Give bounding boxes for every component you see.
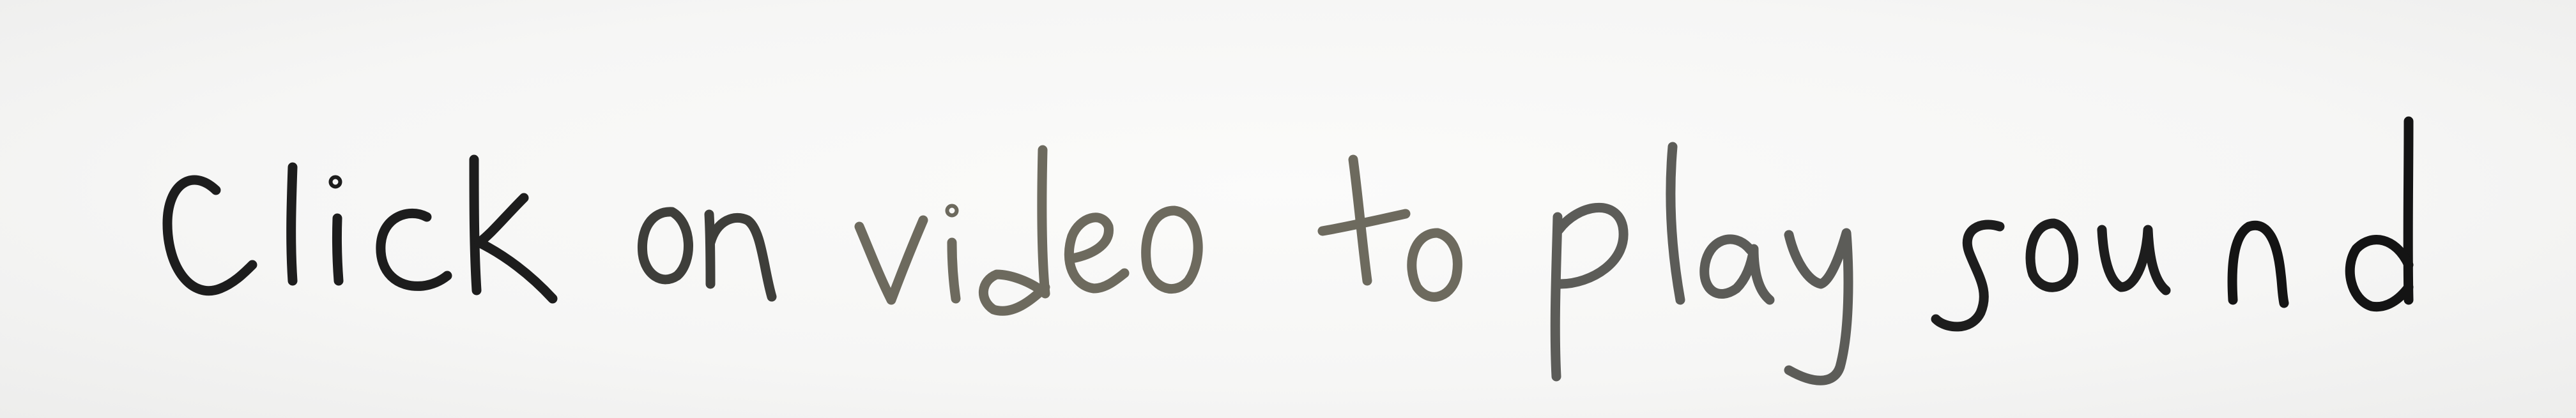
- word-to: [1322, 160, 1457, 297]
- word-video: [859, 150, 1198, 311]
- word-click: [167, 160, 553, 299]
- word-on: [642, 212, 772, 297]
- word-play: [1555, 147, 1848, 380]
- word-sound-end: [2232, 121, 2409, 307]
- word-sound: [1936, 223, 2166, 327]
